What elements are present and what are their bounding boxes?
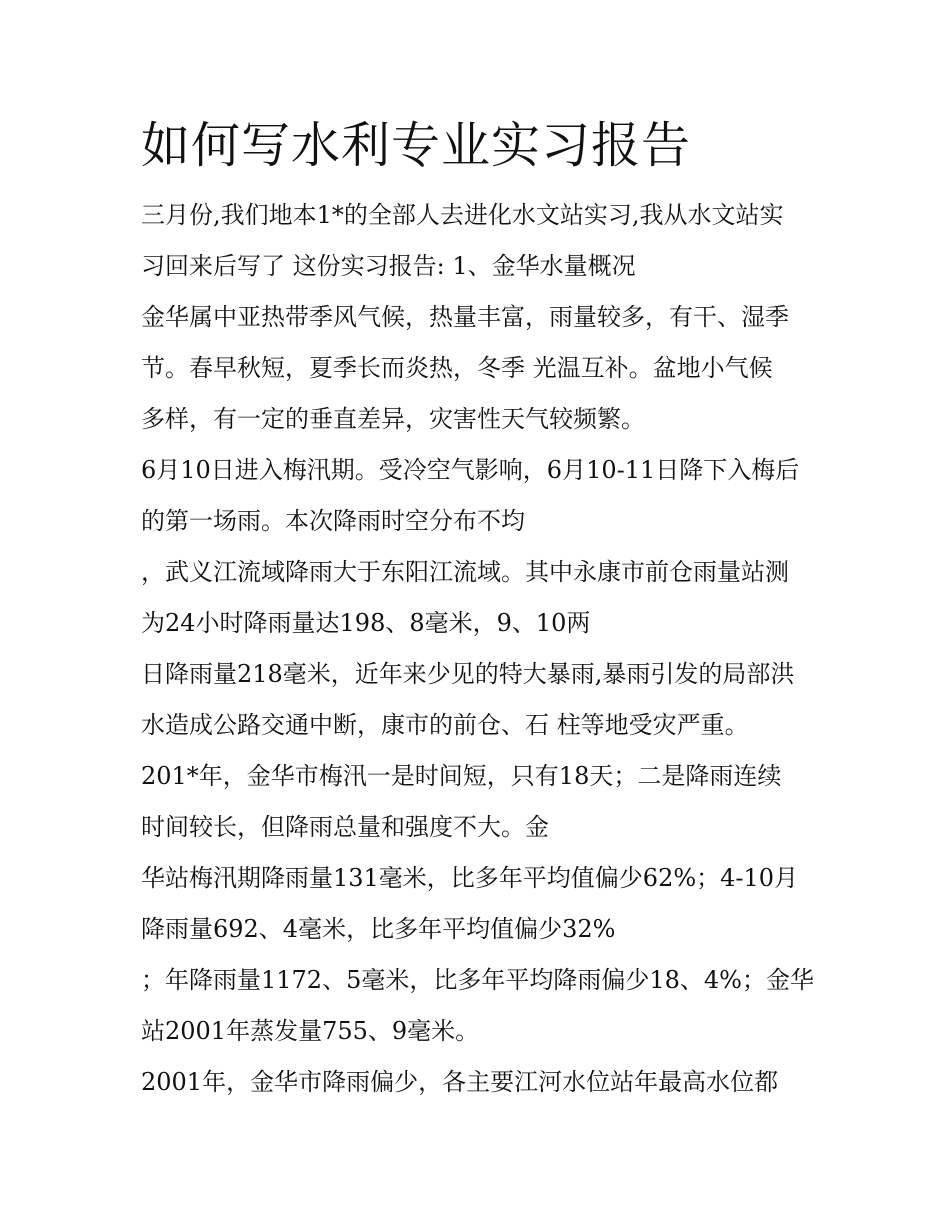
body-line: 金华属中亚热带季风气候，热量丰富，雨量较多，有干、湿季 [141,303,789,331]
body-line: ；年降雨量1172、5毫米，比多年平均降雨偏少18、4%；金华 [141,966,814,994]
body-line: 日降雨量218毫米，近年来少见的特大暴雨,暴雨引发的局部洪 [141,660,795,688]
body-line: 降雨量692、4毫米，比多年平均值偏少32% [141,915,616,943]
body-line: 6月10日进入梅汛期。受冷空气影响，6月10-11日降下入梅后 [141,456,800,484]
body-line: 的第一场雨。本次降雨时空分布不均 [141,507,525,535]
body-line: 201*年，金华市梅汛一是时间短，只有18天；二是降雨连续 [141,762,782,790]
body-line: 时间较长，但降雨总量和强度不大。金 [141,813,549,841]
document-title: 如何写水利专业实习报告 [141,117,692,174]
body-line: 习回来后写了 这份实习报告: 1、金华水量概况 [141,252,636,280]
document-page [141,112,821,1108]
body-line: 三月份,我们地本1*的全部人去进化水文站实习,我从水文站实 [141,201,784,229]
body-line: 2001年，金华市降雨偏少，各主要江河水位站年最高水位都 [141,1068,779,1096]
body-line: 节。春早秋短，夏季长而炎热，冬季 光温互补。盆地小气候 [141,354,773,382]
body-line: ，武义江流域降雨大于东阳江流域。其中永康市前仓雨量站测 [141,558,789,586]
body-line: 华站梅汛期降雨量131毫米，比多年平均值偏少62%；4-10月 [141,864,799,892]
body-line: 多样，有一定的垂直差异，灾害性天气较频繁。 [141,405,645,433]
body-line: 水造成公路交通中断，康市的前仓、石 柱等地受灾严重。 [141,711,749,739]
body-line: 为24小时降雨量达198、8毫米，9、10两 [141,609,591,637]
document-body [141,190,821,1108]
body-line: 站2001年蒸发量755、9毫米。 [141,1017,480,1045]
